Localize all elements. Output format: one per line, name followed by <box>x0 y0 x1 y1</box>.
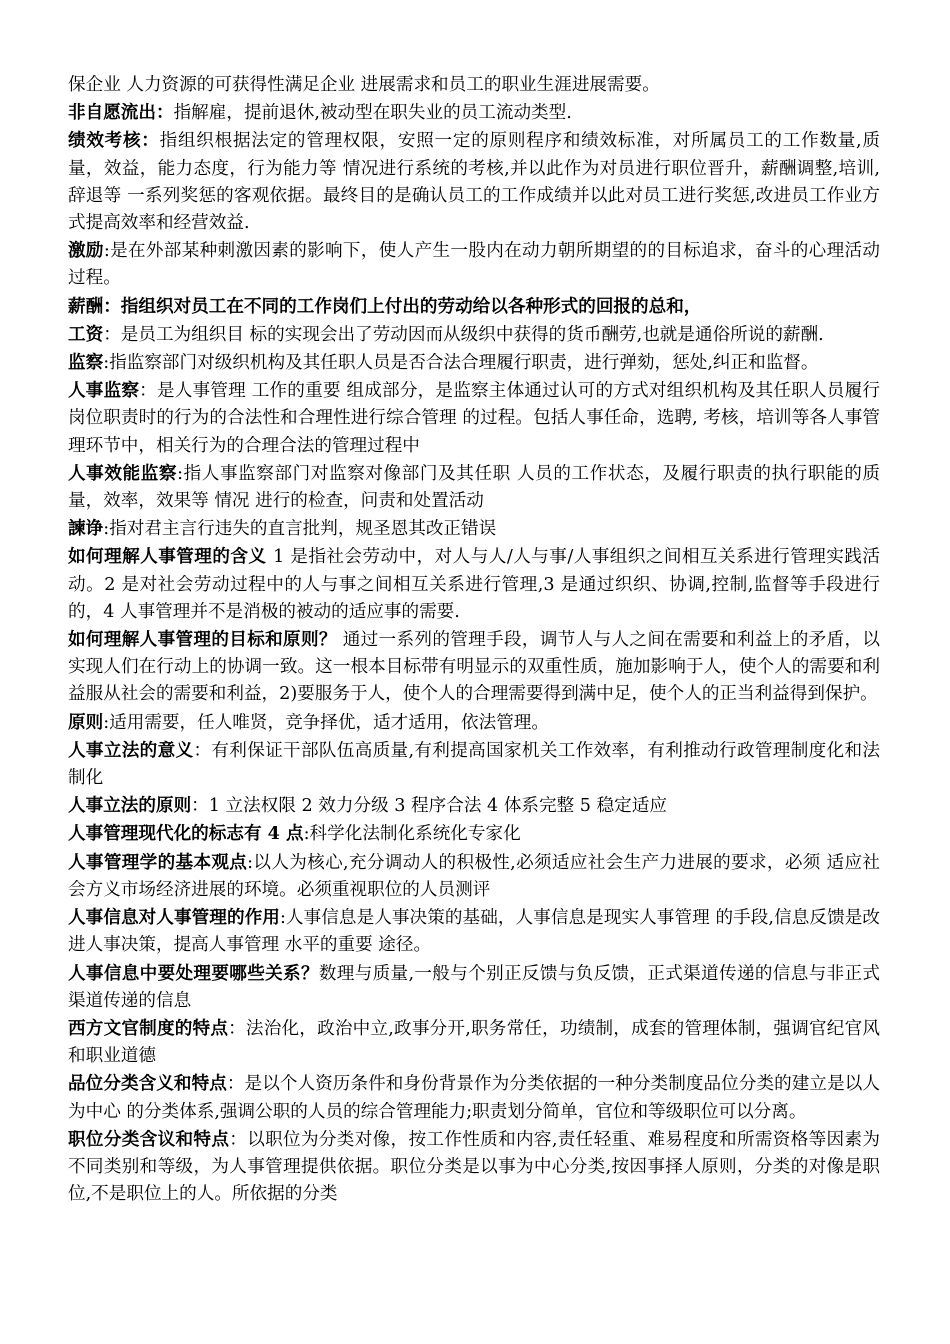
paragraph-text: ：是人事管理 工作的重要 组成部分，是监察主体通过认可的方式对组织机构及其任职人员履行岗位职责时的行为的合法性和合理性进行综合管理 的过程。包括人事任命，选聘, 考核，培训等各人事管理环节中，相关行为的合理合法的管理过程中 <box>68 381 880 456</box>
term-heading: 非自愿流出： <box>68 102 174 124</box>
paragraph-text: ：1 立法权限 2 效力分级 3 程序合法 4 体系完整 5 稳定适应 <box>191 796 667 817</box>
paragraph <box>68 792 880 820</box>
term-heading: 人事管理学的基本观点 <box>68 851 248 873</box>
term-heading: 品位分类含义和特点 <box>68 1073 227 1095</box>
paragraph <box>68 349 880 377</box>
paragraph-text: ：是以个人资历条件和身份背景作为分类依据的一种分类制度品位分类的建立是以人为中心 的分类体系,强调公职的人员的综合管理能力;职责划分简单，官位和等级职位可以分离。 <box>68 1074 880 1122</box>
paragraph-text: :科学化法制化系统化专家化 <box>303 824 521 845</box>
paragraph-text: :指人事监察部门对监察对像部门及其任职 人员的工作状态，及履行职责的执行职能的质量，效率，效果等 情况 进行的检查，问责和处置活动 <box>68 463 880 512</box>
term-heading: 绩效考核： <box>68 130 160 152</box>
document-page <box>68 72 880 1208</box>
paragraph <box>68 820 880 848</box>
paragraph-text: :指监察部门对级织机构及其任职人员是否合法合理履行职责，进行弹劾，惩处,纠正和监督。 <box>103 353 819 374</box>
paragraph <box>68 127 880 237</box>
paragraph <box>68 737 880 792</box>
paragraph-text: 1 是指社会劳动中，对人与人/人与事/人事组织之间相互关系进行管理实践活动。2 是对社会劳动过程中的人与事之间相互关系进行管理,3 是通过织织、协调,控制,监督等手段进行的，4 人事管理并不是消极的被动的适应事的需要. <box>68 547 880 622</box>
paragraph <box>68 321 880 349</box>
paragraph-text: :以人为核心,充分调动人的积极性,必须适应社会生产力进展的要求，必须 适应社会方义市场经济进展的环境。必须重视职位的人员测评 <box>68 852 880 900</box>
paragraph-text: ：以职位为分类对像，按工作性质和内容,责任轻重、难易程度和所需资格等因素为不同类别和等级，为人事管理提供依据。职位分类是以事为中心分类,按因事择人原则，分类的对像是职位,不是职位上的人。所依据的分类 <box>68 1129 880 1205</box>
paragraph <box>68 709 880 737</box>
paragraph <box>68 960 880 1015</box>
term-heading: 諫诤 <box>68 518 104 540</box>
term-heading: 人事管理现代化的标志有 4 点 <box>68 823 304 845</box>
term-heading: 人事信息中要处理要哪些关系？ <box>68 962 319 984</box>
paragraph <box>68 72 880 99</box>
paragraph <box>68 904 880 959</box>
term-heading: 职位分类含议和特点 <box>68 1128 230 1150</box>
paragraph-text: :指对君主言行违失的直言批判，规圣恩其改正错误 <box>103 519 497 540</box>
term-heading: 人事效能监察 <box>68 462 178 484</box>
paragraph-text: 保企业 人力资源的可获得性满足企业 进展需求和员工的职业生涯进展需要。 <box>68 75 660 95</box>
paragraph <box>68 293 880 321</box>
term-heading: 原则 <box>68 711 104 733</box>
term-heading: 薪酬：指组织对员工在不同的工作岗们上付出的劳动给以各种形式的回报的总和， <box>68 295 702 317</box>
paragraph-text: ：法治化，政治中立,政事分开,职务常任，功绩制，成套的管理体制，强调官纪官风和职业道德 <box>68 1018 880 1067</box>
paragraph-text: :是在外部某种刺激因素的影响下，使人产生一股内在动力朝所期望的的目标追求，奋斗的心理活动过程。 <box>68 241 880 289</box>
term-heading: 西方文官制度的特点 <box>68 1017 229 1039</box>
paragraph-text: ：是员工为组织目 标的实现会出了劳动因而从级织中获得的货币酬劳,也就是通俗所说的薪酬. <box>103 324 824 345</box>
paragraph-text: 数理与质量,一般与个别正反馈与负反馈，正式渠道传递的信息与非正式渠道传递的信息 <box>68 963 880 1011</box>
term-heading: 工资 <box>68 323 104 345</box>
paragraph <box>68 377 880 460</box>
term-heading: 监察 <box>68 352 104 374</box>
paragraph <box>68 543 880 626</box>
paragraph <box>68 849 880 904</box>
paragraph <box>68 460 880 515</box>
term-heading: 激励 <box>68 240 104 262</box>
paragraph <box>68 515 880 543</box>
paragraph-text: 通过一系列的管理手段，调节人与人之间在需要和利益上的矛盾，以实现人们在行动上的协调一致。这一根本目标带有明显示的双重性质，施加影响于人，使个人的需要和利益服从社会的需要和利益，2)要服务于人，使个人的合理需要得到满中足，使个人的正当利益得到保护。 <box>68 630 880 705</box>
paragraph <box>68 1070 880 1125</box>
paragraph-text: :适用需要，任人唯贤，竞争择优，适才适用，依法管理。 <box>103 712 549 733</box>
paragraph <box>68 1015 880 1070</box>
term-heading: 人事立法的原则 <box>68 795 192 817</box>
paragraph-text: 指解雇，提前退休,被动型在职失业的员工流动类型. <box>173 103 572 124</box>
paragraph <box>68 99 880 127</box>
term-heading: 人事监察 <box>68 380 140 402</box>
term-heading: 人事立法的意义 <box>68 739 194 761</box>
paragraph-text: ：有利保证干部队伍高质量,有利提高国家机关工作效率，有利推动行政管理制度化和法制化 <box>68 740 880 789</box>
paragraph <box>68 237 880 292</box>
term-heading: 如何理解人事管理的含义 <box>68 546 274 568</box>
paragraph <box>68 626 880 709</box>
term-heading: 如何理解人事管理的目标和原则？ <box>68 629 337 651</box>
paragraph <box>68 1126 880 1209</box>
paragraph-text: 指组织根据法定的管理权限，安照一定的原则程序和绩效标准，对所属员工的工作数量,质量，效益，能力态度，行为能力等 情况进行系统的考核,并以此作为对员进行职位晋升，薪酬调整,培训,辞退等 一系列奖惩的客观依据。最终目的是确认员工的工作成绩并以此对员工进行奖惩,改进员工作业方式提高效率和经营效益. <box>68 131 880 234</box>
paragraph-text: :人事信息是人事决策的基础，人事信息是现实人事管理 的手段,信息反馈是改进人事决策，提高人事管理 水平的重要 途径。 <box>68 908 880 956</box>
term-heading: 人事信息对人事管理的作用 <box>68 907 280 929</box>
